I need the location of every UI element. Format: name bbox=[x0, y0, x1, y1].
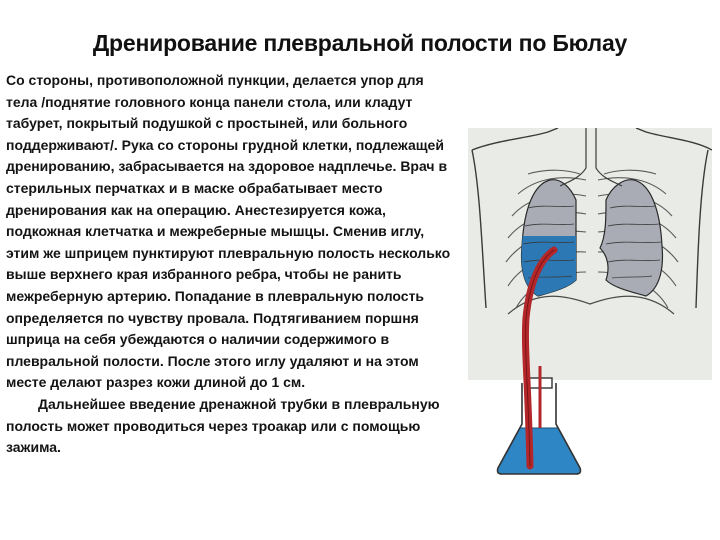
paragraph-drain-insertion: Дальнейшее введение дренажной трубки в плевральную полость может проводиться через троакар или с помощью зажима. bbox=[6, 395, 440, 456]
body-text bbox=[6, 70, 458, 459]
slide-title: Дренирование плевральной полости по Бюлау bbox=[92, 30, 628, 56]
figure-background bbox=[468, 128, 712, 380]
drainage-illustration bbox=[468, 128, 712, 492]
paragraph-procedure: Со стороны, противоположной пункции, делается упор для тела /поднятие головного конца панели стола, или кладут табурет, покрытый подушкой с простыней, или больного поддерживают/. Рука со стороны грудной клетки, подлежащей дренированию, забрасывается на здоровое надплечье. Врач в стерильных перчатках и в маске обрабатывает место дренирования как на операцию. Анестезируется кожа, подкожная клетчатка и межреберные мышцы. Сменив иглу, этим же шприцем пунктируют плевральную полость несколько выше верхнего края избранного ребра, чтобы не ранить межреберную артерию. Попадание в плевральную полость определяется по чувству провала. Подтягиванием поршня шприца на себя убеждаются о наличии содержимого в плевральной полости. После этого иглу удаляют и на этом месте делают разрез кожи длиной до 1 см. bbox=[6, 72, 451, 391]
drainage-diagram bbox=[468, 128, 712, 492]
flask-water bbox=[488, 428, 598, 478]
